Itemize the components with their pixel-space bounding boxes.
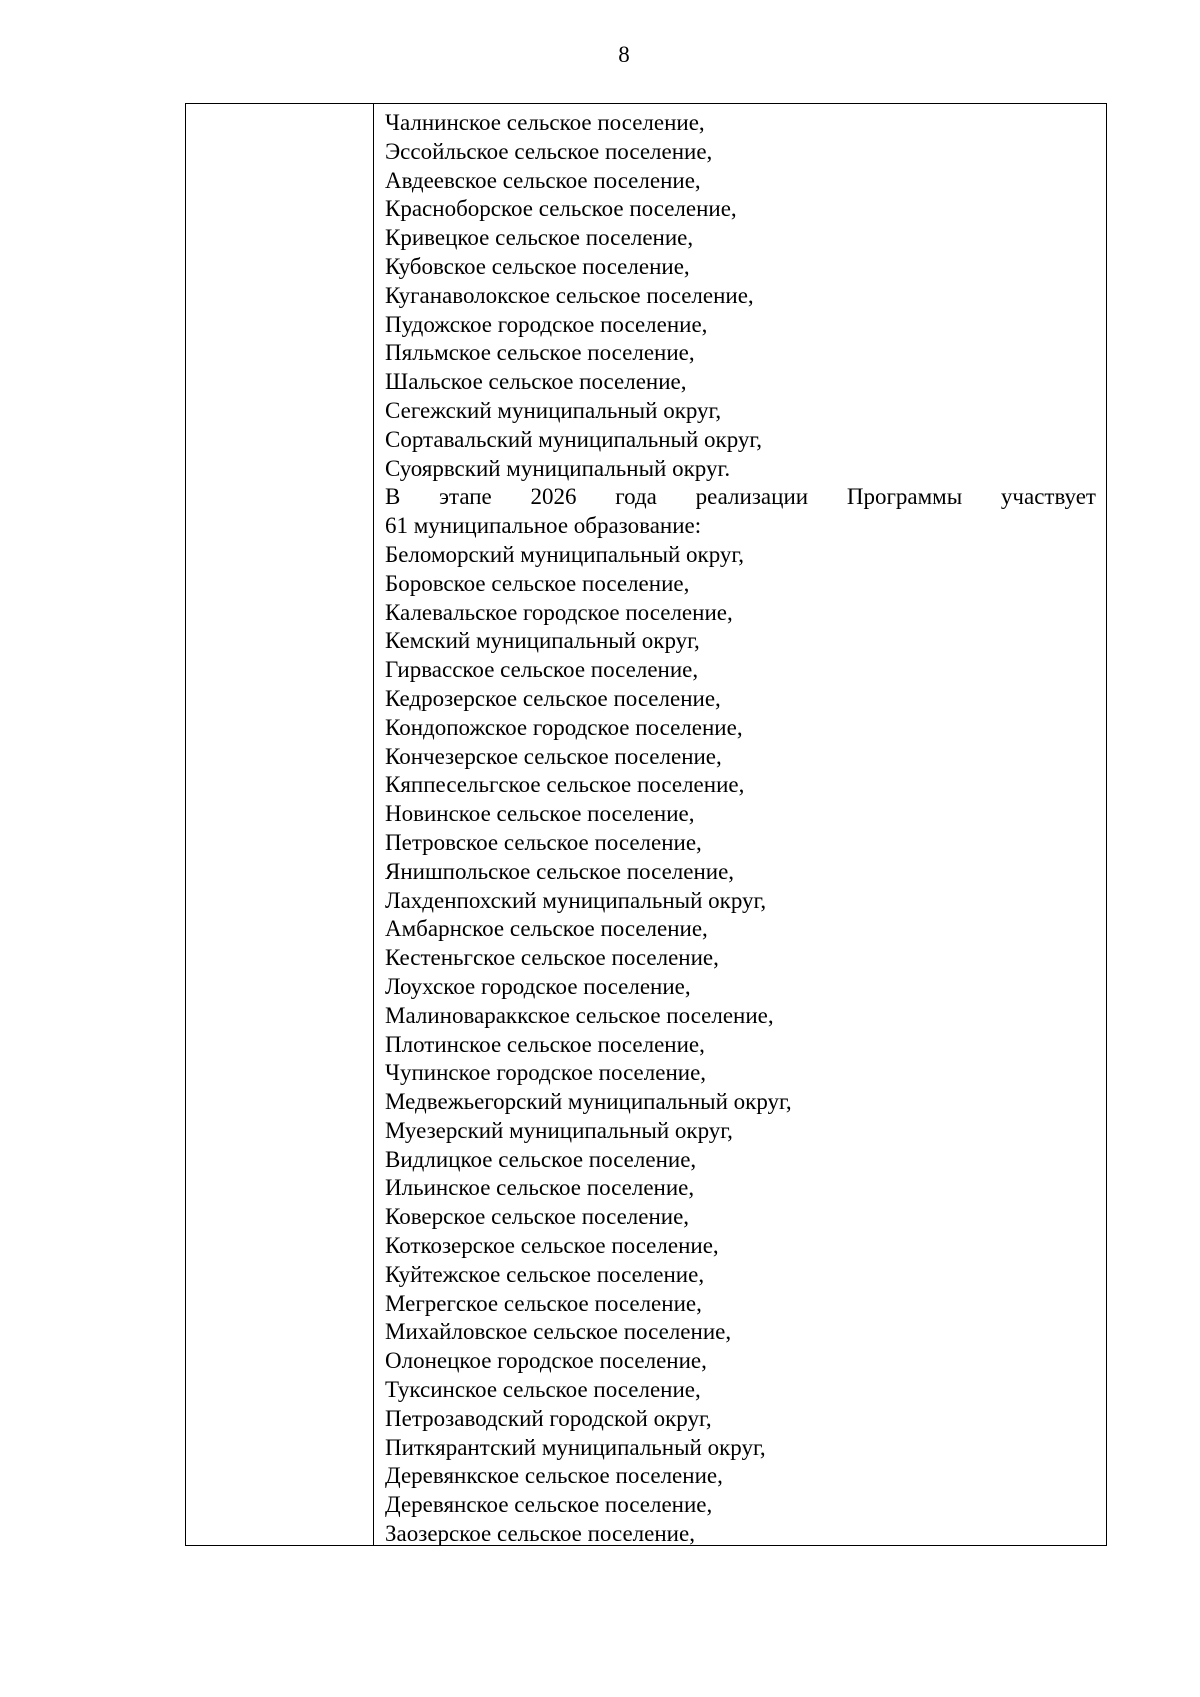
list-item: Кяппесельгское сельское поселение, (385, 772, 745, 798)
table-right-cell (374, 104, 1106, 1545)
list-item: Кончезерское сельское поселение, (385, 743, 722, 769)
list-item: Муезерский муниципальный округ, (385, 1117, 733, 1143)
list-item: Михайловское сельское поселение, (385, 1319, 732, 1345)
list-item: Пяльмское сельское поселение, (385, 340, 695, 366)
list-item: Сегежский муниципальный округ, (385, 397, 722, 423)
list-item: Кестеньгское сельское поселение, (385, 945, 719, 971)
list-item: Коверское сельское поселение, (385, 1204, 690, 1230)
list-item: Калевальское городское поселение, (385, 599, 733, 625)
stage-word: Программы (846, 484, 963, 510)
list-item: Красноборское сельское поселение, (385, 196, 737, 222)
list-item: Кедрозерское сельское поселение, (385, 685, 721, 711)
stage-word: реализации (695, 484, 809, 510)
list-item: Кубовское сельское поселение, (385, 253, 690, 279)
stage-word: участвует (1000, 484, 1096, 510)
stage-sentence-continuation: 61 муниципальное образование: (385, 513, 702, 539)
list-item: Авдеевское сельское поселение, (385, 167, 701, 193)
municipality-list-part1 (385, 109, 1096, 483)
list-item: Суоярвский муниципальный округ. (385, 455, 731, 481)
list-item: Эссойльское сельское поселение, (385, 138, 713, 164)
list-item: Лахденпохский муниципальный округ, (385, 887, 767, 913)
stage-word: 2026 (530, 484, 577, 510)
list-item: Сортавальский муниципальный округ, (385, 426, 763, 452)
stage-sentence (385, 483, 1096, 512)
list-item: Туксинское сельское поселение, (385, 1377, 701, 1403)
list-item: Петровское сельское поселение, (385, 829, 702, 855)
list-item: Малиновараккское сельское поселение, (385, 1002, 774, 1028)
list-item: Лоухское городское поселение, (385, 973, 691, 999)
page-number: 8 (618, 42, 630, 67)
list-item: Янишпольское сельское поселение, (385, 858, 735, 884)
list-item: Куганаволокское сельское поселение, (385, 282, 754, 308)
list-item: Пудожское городское поселение, (385, 311, 708, 337)
municipality-list-part2 (385, 541, 1096, 1549)
list-item: Петрозаводский городской округ, (385, 1405, 712, 1431)
list-item: Коткозерское сельское поселение, (385, 1233, 719, 1259)
list-item: Мегрегское сельское поселение, (385, 1290, 702, 1316)
list-item: Боровское сельское поселение, (385, 570, 690, 596)
list-item: Ильинское сельское поселение, (385, 1175, 695, 1201)
list-item: Гирвасское сельское поселение, (385, 657, 699, 683)
list-item: Чалнинское сельское поселение, (385, 110, 705, 135)
list-item: Кривецкое сельское поселение, (385, 225, 694, 251)
list-item: Деревянкское сельское поселение, (385, 1463, 723, 1489)
list-item: Шальское сельское поселение, (385, 369, 687, 395)
stage-word: этапе (439, 484, 492, 510)
table-left-cell (186, 104, 374, 1545)
list-item: Олонецкое городское поселение, (385, 1348, 707, 1374)
list-item: Заозерское сельское поселение, (385, 1521, 695, 1547)
list-item: Деревянское сельское поселение, (385, 1492, 713, 1518)
list-item: Плотинское сельское поселение, (385, 1031, 705, 1057)
list-item: Чупинское городское поселение, (385, 1060, 707, 1086)
document-table (185, 103, 1107, 1546)
list-item: Видлицкое сельское поселение, (385, 1146, 697, 1172)
list-item: Питкярантский муниципальный округ, (385, 1434, 766, 1460)
list-item: Кондопожское городское поселение, (385, 714, 743, 740)
stage-word: года (615, 484, 657, 510)
stage-word: В (385, 484, 401, 510)
list-item: Беломорский муниципальный округ, (385, 541, 745, 567)
list-item: Медвежьегорский муниципальный округ, (385, 1089, 792, 1115)
list-item: Амбарнское сельское поселение, (385, 916, 708, 942)
list-item: Куйтежское сельское поселение, (385, 1261, 705, 1287)
list-item: Новинское сельское поселение, (385, 801, 695, 827)
list-item: Кемский муниципальный округ, (385, 628, 700, 654)
